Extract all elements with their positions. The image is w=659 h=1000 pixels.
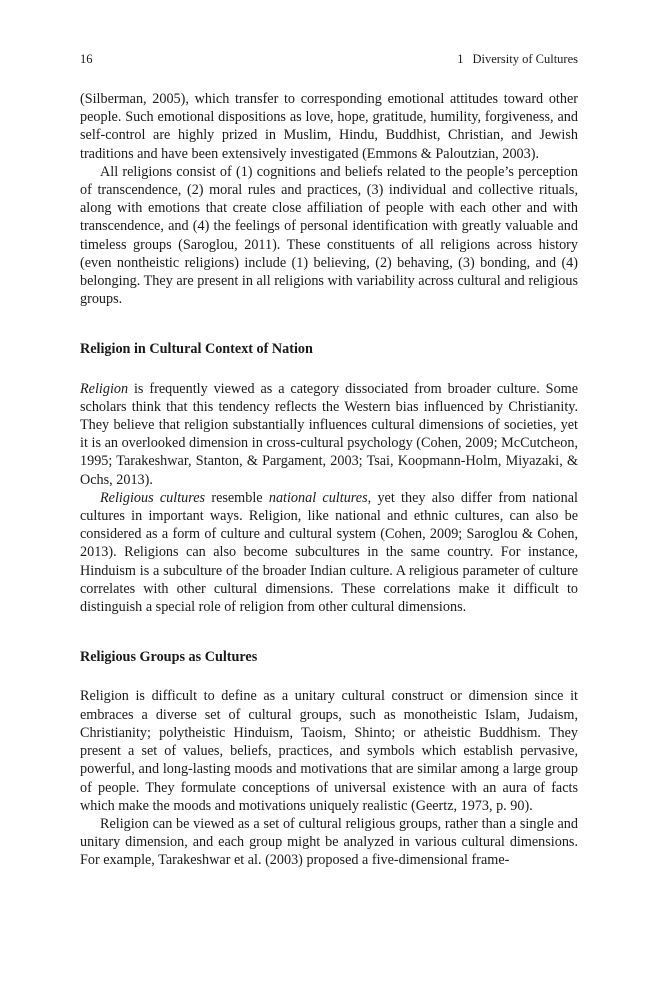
paragraph-text: resemble: [205, 489, 269, 506]
page-number: 16: [80, 52, 93, 66]
section-heading: Religious Groups as Cultures: [80, 649, 258, 666]
paragraph: [80, 489, 578, 616]
body-text: [80, 90, 578, 870]
italic-term: national cultures: [268, 489, 368, 506]
running-head: [80, 50, 578, 68]
paragraph: (Silberman, 2005), which transfer to corresponding emotional attitudes toward other people. Such emotional dispositions as love, hope, gratitude, humility, forgiveness, and self-control are highly prized in Muslim, Hindu, Buddhist, Christian, and Jewish traditions and have been extensively investigated (Emmons & Paloutzian, 2003).: [80, 91, 578, 162]
paragraph: All religions consist of (1) cognitions and beliefs related to the people’s perception of transcendence, (2) moral rules and practices, (3) individual and collective rituals, along with emotions that create close affiliation of people with each other and with transcendence, and (4) the feelings of personal identification with greatly valuable and timeless groups (Saroglou, 2011). These constituents of all religions across history (even nontheistic religions) include (1) believing, (2) behaving, (3) bonding, and (4) belonging. They are present in all religions with variability across cultural and religious groups.: [80, 163, 578, 308]
paragraph: Religion can be viewed as a set of cultural religious groups, rather than a single and unitary dimension, and each group might be analyzed in various cultural dimensions. For example, Tarakeshwar et al. (2003) proposed a five-dimensional frame-: [80, 815, 578, 869]
book-page: [80, 50, 578, 870]
chapter-title: Diversity of Cultures: [472, 52, 578, 66]
chapter-number: 1: [457, 52, 464, 66]
paragraph: Religion is difficult to define as a unitary cultural construct or dimension since it embraces a diverse set of cultural groups, such as monotheistic Islam, Judaism, Christianity; polytheistic Hinduism, Taoism, Shinto; or atheistic Buddhism. They present a set of values, beliefs, practices, and symbols which establish pervasive, powerful, and long-lasting moods and motivations that are similar among a large group of people. They formulate conceptions of universal existence with an aura of facts which make the moods and motivations uniquely realistic (Geertz, 1973, p. 90).: [80, 688, 578, 814]
chapter-header: [457, 50, 578, 68]
italic-term: Religious cultures: [100, 489, 206, 506]
section-heading: Religion in Cultural Context of Nation: [80, 341, 313, 358]
paragraph-text: is frequently viewed as a category dissociated from broader culture. Some scholars think that this tendency reflects the Western bias influenced by Christianity. They believe that religion substantially influences cultural dimensions of societies, yet it is an overlooked dimension in cross-cultural psychology (Cohen, 2009; McCutcheon, 1995; Tarakeshwar, Stanton, & Pargament, 2003; Tsai, Koopmann-Holm, Miyazaki, & Ochs, 2013).: [80, 380, 578, 488]
paragraph: [80, 380, 578, 489]
paragraph-text: , yet they also differ from national cultures in important ways. Religion, like national and ethnic cultures, can also be considered as a form of culture and cultural system (Cohen, 2009; Saroglou & Cohen, 2013). Religions can also become subcultures in the same country. For instance, Hinduism is a subculture of the broader Indian culture. A religious parameter of culture correlates with other cultural dimensions. These correlations make it difficult to distinguish a special role of religion from other cultural dimensions.: [80, 489, 578, 616]
italic-term: Religion: [80, 380, 129, 397]
